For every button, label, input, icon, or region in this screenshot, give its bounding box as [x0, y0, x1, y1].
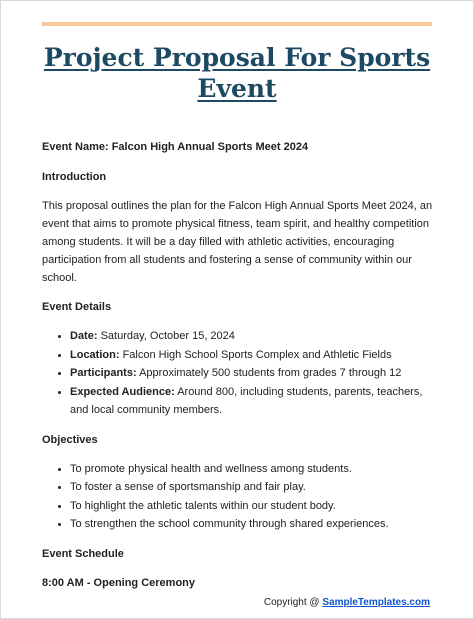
footer — [264, 597, 430, 608]
event-name: Event Name: Falcon High Annual Sports Meet 2024 — [42, 141, 309, 153]
document-body — [42, 138, 436, 592]
detail-value: Approximately 500 students from grades 7 through 12 — [139, 367, 402, 379]
objective-item: • To highlight the athletic talents within our student body. — [70, 497, 436, 516]
objective-item: • To strengthen the school community through shared experiences. — [70, 515, 436, 534]
sampletemplates-link[interactable]: SampleTemplates.com — [322, 597, 430, 608]
schedule-heading: Event Schedule — [42, 547, 124, 560]
detail-value: Falcon High School Sports Complex and Athletic Fields — [122, 348, 392, 361]
detail-label: Participants: — [70, 367, 137, 379]
event-detail-audience — [70, 383, 436, 420]
objectives-list — [42, 460, 436, 534]
detail-label: Date: — [70, 330, 98, 342]
top-rule — [42, 22, 432, 26]
detail-value: Around 800, including students, parents, teachers, and local community members. — [70, 385, 423, 416]
objective-item: • To promote physical health and wellness among students. — [70, 460, 436, 479]
schedule-item: 8:00 AM - Opening Ceremony — [42, 576, 196, 589]
copyright-text: Copyright @ — [263, 597, 320, 608]
event-details-heading: Event Details — [42, 301, 112, 313]
event-detail-date — [70, 327, 436, 346]
introduction-text: This proposal outlines the plan for the Falcon High Annual Sports Meet 2024, an event that aims to promote physical fitness, team spirit, and healthy competition among students. It will be a day filled with athletic activities, encouraging participation from all students and fostering a sense of community within our school. — [42, 200, 433, 284]
event-details-list — [42, 327, 436, 420]
detail-label: Location: — [70, 348, 120, 361]
objectives-heading: Objectives — [42, 433, 98, 446]
detail-label: Expected Audience: — [70, 385, 175, 398]
detail-value: Saturday, October 15, 2024 — [100, 330, 235, 342]
event-detail-location — [70, 346, 436, 365]
page-title: Project Proposal For Sports Event — [43, 43, 431, 103]
objective-item: • To foster a sense of sportsmanship and fair play. — [70, 478, 436, 497]
event-detail-participants — [70, 364, 436, 383]
introduction-heading: Introduction — [42, 171, 107, 183]
